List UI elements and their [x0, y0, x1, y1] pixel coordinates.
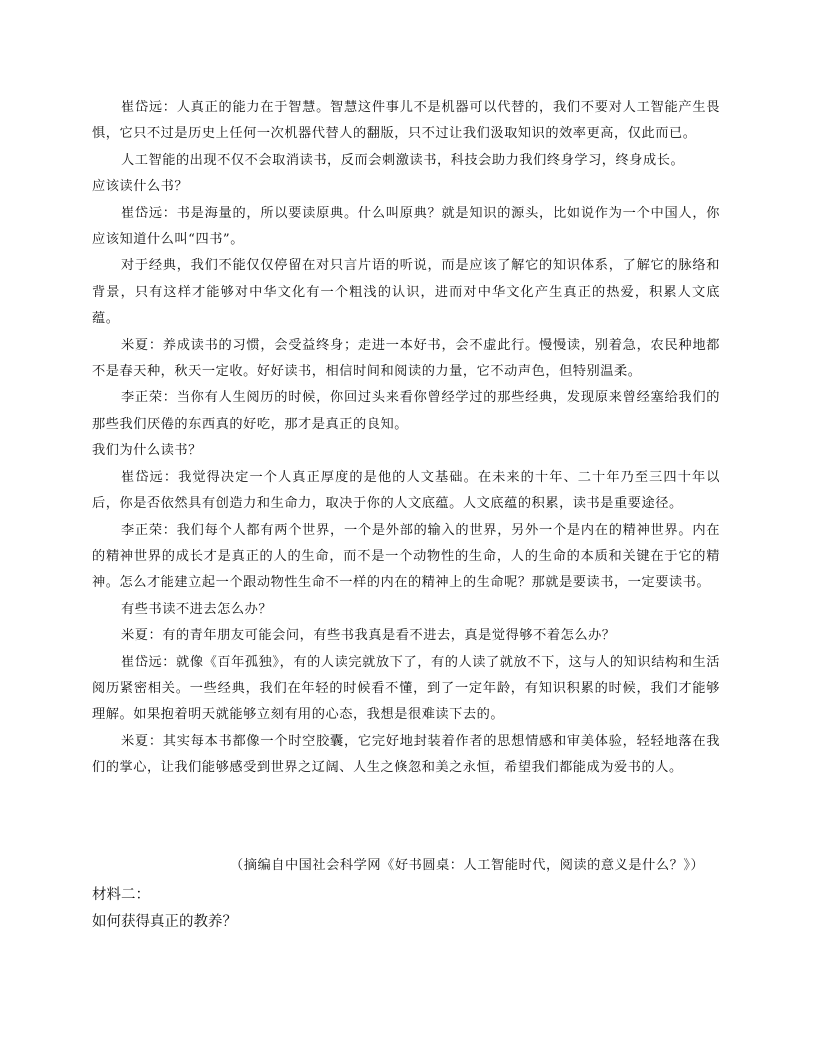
paragraph: 米夏：其实每本书都像一个时空胶囊，它完好地封装着作者的思想情感和审美体验，轻轻地落在我们的掌心，让我们能够感受到世界之辽阔、人生之倏忽和美之永恒，希望我们都能成为爱书的人。: [92, 733, 720, 776]
paragraph: 对于经典，我们不能仅仅停留在对只言片语的听说，而是应该了解它的知识体系，了解它的脉络和背景，只有这样才能够对中华文化有一个粗浅的认识，进而对中华文化产生真正的热爱，积累人文底蕴。: [92, 258, 720, 327]
paragraph: 人工智能的出现不仅不会取消读书，反而会刺激读书，科技会助力我们终身学习，终身成长。: [121, 152, 685, 168]
section-question: 有些书读不进去怎么办？: [121, 601, 273, 617]
paragraph: 崔岱远：书是海量的，所以要读原典。什么叫原典？就是知识的源头，比如说作为一个中国人，你应该知道什么叫“四书”。: [92, 205, 720, 248]
article-body: [92, 95, 720, 782]
paragraph: 崔岱远：就像《百年孤独》，有的人读完就放下了，有的人读了就放不下，这与人的知识结构和生活阅历紧密相关。一些经典，我们在年轻的时候看不懂，到了一定年龄，有知识积累的时候，我们才能够理解。如果抱着明天就能够立刻有用的心态，我想是很难读下去的。: [92, 654, 720, 723]
paragraph: 崔岱远：我觉得决定一个人真正厚度的是他的人文基础。在未来的十年、二十年乃至三四十年以后，你是否依然具有创造力和生命力，取决于你的人文底蕴。人文底蕴的积累，读书是重要途径。: [92, 469, 720, 512]
paragraph: 米夏：养成读书的习惯，会受益终身；走进一本好书，会不虚此行。慢慢读，别着急，农民种地都不是春天种，秋天一定收。好好读书，相信时间和阅读的力量，它不动声色，但特别温柔。: [92, 337, 720, 380]
paragraph: 李正荣：我们每个人都有两个世界，一个是外部的输入的世界，另外一个是内在的精神世界。内在的精神世界的成长才是真正的人的生命，而不是一个动物性的生命，人的生命的本质和关键在于它的精神。怎么才能建立起一个跟动物性生命不一样的内在的精神上的生命呢？那就是要读书，一定要读书。: [92, 522, 720, 591]
paragraph: 崔岱远：人真正的能力在于智慧。智慧这件事儿不是机器可以代替的，我们不要对人工智能产生畏惧，它只不过是历史上任何一次机器代替人的翻版，只不过让我们汲取知识的效率更高，仅此而已。: [92, 100, 720, 142]
section-question: 我们为什么读书？: [92, 443, 202, 459]
paragraph: 米夏：有的青年朋友可能会问，有些书我真是看不进去，真是觉得够不着怎么办？: [121, 628, 616, 644]
material-label: 材料二：: [92, 887, 150, 903]
material-question: 如何获得真正的教养？: [92, 914, 237, 930]
source-citation: （摘编自中国社会科学网《好书圆桌：人工智能时代，阅读的意义是什么？》）: [230, 858, 705, 873]
paragraph: 李正荣：当你有人生阅历的时候，你回过头来看你曾经学过的那些经典，发现原来曾经塞给我们的那些我们厌倦的东西真的好吃，那才是真正的良知。: [92, 390, 720, 432]
section-question: 应该读什么书？: [92, 179, 189, 195]
